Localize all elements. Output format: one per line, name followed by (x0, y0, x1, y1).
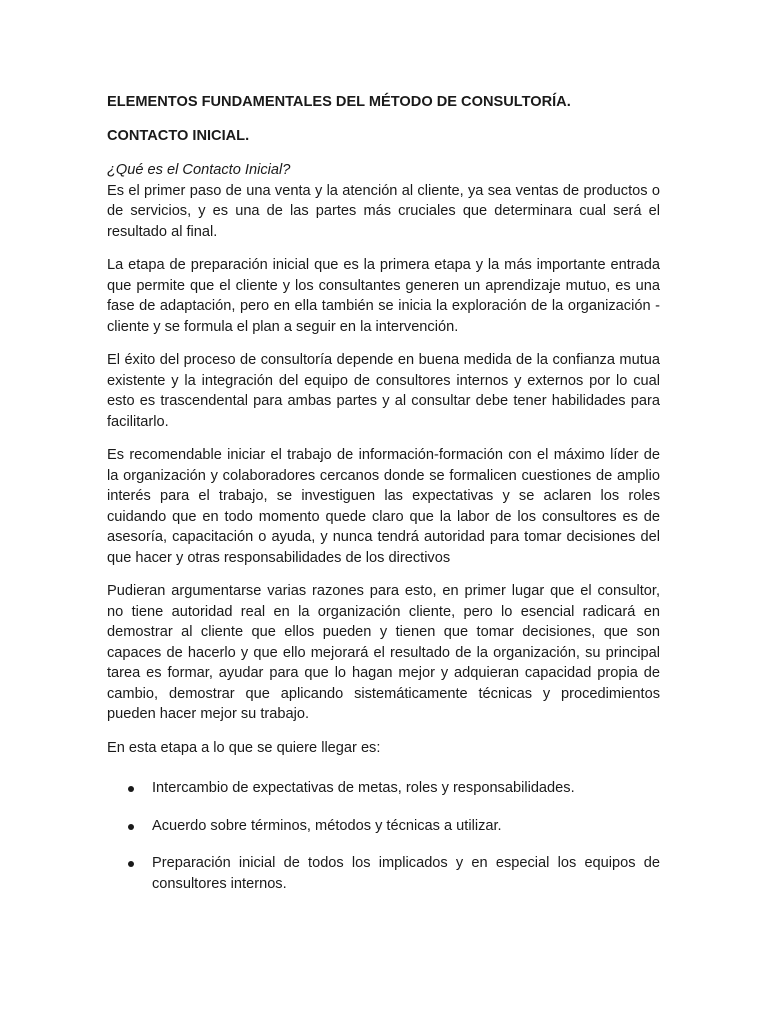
list-item-text: Intercambio de expectativas de metas, roles y responsabilidades. (152, 780, 575, 796)
paragraph-3: El éxito del proceso de consultoría depende en buena medida de la confianza mutua existente y la integración del equipo de consultores internos y externos por lo cual esto es trascendental para ambas partes y al consultar debe tener habilidades para facilitarlo. (107, 352, 660, 430)
list-item (107, 778, 660, 799)
bullet-icon (128, 786, 134, 792)
list-item (107, 816, 660, 837)
list-item-text: Preparación inicial de todos los implicados y en especial los equipos de consultores internos. (152, 855, 660, 892)
paragraph-2: La etapa de preparación inicial que es la primera etapa y la más importante entrada que permite que el cliente y los consultantes generen un aprendizaje mutuo, es una fase de adaptación, pero en ella también se inicia la exploración de la organización - cliente y se formula el plan a seguir en la intervención. (107, 257, 660, 335)
paragraph-6: En esta etapa a lo que se quiere llegar es: (107, 739, 381, 756)
list-item (107, 853, 660, 894)
document-page (107, 92, 660, 911)
bullet-icon (128, 861, 134, 867)
paragraph-4: Es recomendable iniciar el trabajo de información-formación con el máximo líder de la organización y colaboradores cercanos donde se formalicen cuestiones de amplio interés para el trabajo, se investiguen las expectativas y se aclaren los roles cuidando que en todo momento quede claro que la labor de los consultores es de asesoría, capacitación o ayuda, y nunca tendrá autoridad para tomar decisiones del que hacer y otras responsabilidades de los directivos (107, 447, 660, 566)
section-heading: CONTACTO INICIAL. (107, 128, 250, 144)
goals-list (107, 778, 660, 894)
paragraph-1: Es el primer paso de una venta y la atención al cliente, ya sea ventas de productos o de servicios, y es una de las partes más cruciales que determinara cual será el resultado al final. (107, 182, 660, 240)
list-item-text: Acuerdo sobre términos, métodos y técnicas a utilizar. (152, 817, 502, 834)
paragraph-5: Pudieran argumentarse varias razones para esto, en primer lugar que el consultor, no tiene autoridad real en la organización cliente, pero lo esencial radicará en demostrar al cliente que ellos pueden y tienen que tomar decisiones, que son capaces de hacerlo y que ello mejorará el resultado de la organización, su principal tarea es formar, ayudar para que lo hagan mejor y adquieran capacidad propia de cambio, demostrar que aplicando sistemáticamente técnicas y procedimientos pueden hacer mejor su trabajo. (107, 583, 660, 722)
document-title: ELEMENTOS FUNDAMENTALES DEL MÉTODO DE CONSULTORÍA. (107, 94, 571, 110)
section-question: ¿Qué es el Contacto Inicial? (107, 162, 291, 178)
bullet-icon (128, 824, 134, 830)
